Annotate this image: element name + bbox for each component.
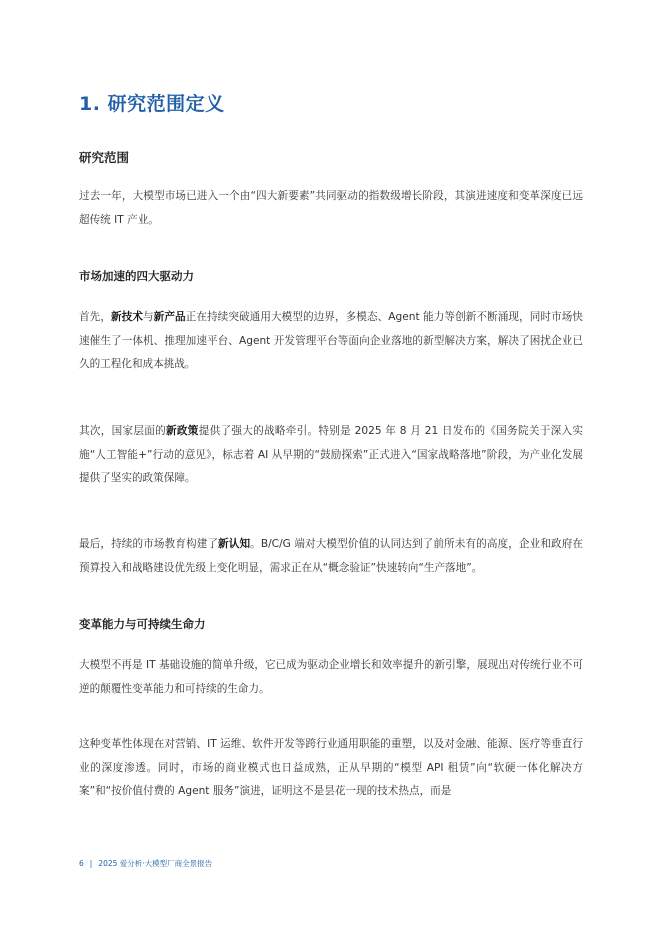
emphasis-new-tech: 新技术 xyxy=(111,311,143,323)
page-footer xyxy=(79,858,212,869)
emphasis-new-cognition: 新认知 xyxy=(218,538,251,550)
vitality-paragraph-2: 这种变革性体现在对营销、IT 运维、软件开发等跨行业通用职能的重塑，以及对金融、能源、医疗等垂直行业的深度渗透。同时，市场的商业模式也日益成熟，正从早期的“模型 API 租赁”向“软硬一体化解决方案”和“按价值付费的 Agent 服务”演进，证明这不是昙花一现的技术热点，而是 xyxy=(79,738,583,798)
section-title xyxy=(79,89,225,116)
drivers-paragraph-1: 首先，新技术与新产品正在持续突破通用大模型的边界，多模态、Agent 能力等创新不断涌现，同时市场快速催生了一体机、推理加速平台、Agent 开发管理平台等面向企业落地的新型解决方案，解决了困扰企业已久的工程化和成本挑战。 xyxy=(79,311,584,371)
drivers-paragraph-3: 最后，持续的市场教育构建了新认知。B/C/G 端对大模型价值的认同达到了前所未有的高度，企业和政府在预算投入和战略建设优先级上变化明显，需求正在从“概念验证”快速转向“生产落地”。 xyxy=(79,538,583,574)
page-number: 6 xyxy=(79,859,84,868)
heading-vitality: 变革能力与可持续生命力 xyxy=(79,617,206,631)
footer-report-title: 2025 爱分析·大模型厂商全景报告 xyxy=(98,859,213,868)
heading-four-drivers: 市场加速的四大驱动力 xyxy=(79,269,194,283)
emphasis-new-product: 新产品 xyxy=(153,311,186,323)
section-number: 1. xyxy=(79,93,101,115)
intro-paragraph: 过去一年，大模型市场已进入一个由“四大新要素”共同驱动的指数级增长阶段，其演进速度和变革深度已远超传统 IT 产业。 xyxy=(79,190,583,226)
footer-separator: | xyxy=(89,859,93,868)
section-title-text: 研究范围定义 xyxy=(107,93,225,115)
emphasis-new-policy: 新政策 xyxy=(166,425,199,437)
drivers-paragraph-2: 其次，国家层面的新政策提供了强大的战略牵引。特别是 2025 年 8 月 21 日发布的《国务院关于深入实施“人工智能+”行动的意见》，标志着 AI 从早期的“鼓励探索”正式进入“国家战略落地”阶段，为产业化发展提供了坚实的政策保障。 xyxy=(79,425,584,485)
vitality-paragraph-1: 大模型不再是 IT 基础设施的简单升级，它已成为驱动企业增长和效率提升的新引擎，展现出对传统行业不可逆的颠覆性变革能力和可持续的生命力。 xyxy=(79,659,583,695)
subheading-research-scope: 研究范围 xyxy=(79,150,130,165)
